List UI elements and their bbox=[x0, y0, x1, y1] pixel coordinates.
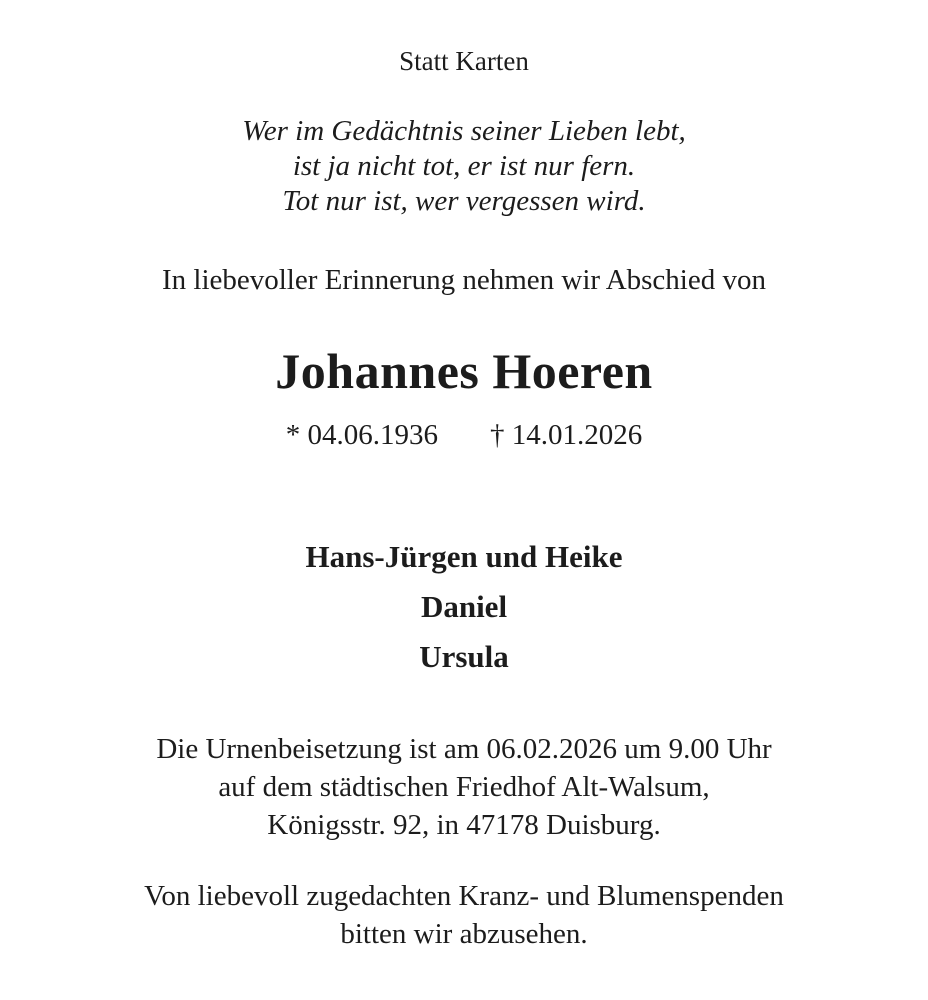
closing-line: bitten wir abzusehen. bbox=[340, 918, 588, 950]
poem-line: ist ja nicht tot, er ist nur fern. bbox=[292, 150, 636, 182]
closing-request bbox=[0, 877, 928, 953]
mourner-name: Hans-Jürgen und Heike bbox=[305, 539, 623, 574]
memorial-poem bbox=[0, 114, 928, 219]
funeral-line: Die Urnenbeisetzung ist am 06.02.2026 um 9.00 Uhr bbox=[156, 733, 772, 765]
funeral-line: auf dem städtischen Friedhof Alt-Walsum, bbox=[218, 771, 710, 803]
mourners-list bbox=[0, 532, 928, 682]
mourner-name: Ursula bbox=[419, 639, 509, 674]
intro-text: In liebevoller Erinnerung nehmen wir Abschied von bbox=[161, 264, 766, 296]
funeral-line: Königsstr. 92, in 47178 Duisburg. bbox=[267, 809, 661, 841]
poem-line: Wer im Gedächtnis seiner Lieben lebt, bbox=[242, 115, 686, 147]
statt-karten-header: Statt Karten bbox=[399, 46, 529, 76]
poem-line: Tot nur ist, wer vergessen wird. bbox=[282, 185, 646, 217]
death-date: † 14.01.2026 bbox=[490, 419, 643, 451]
funeral-details bbox=[0, 730, 928, 844]
life-dates bbox=[0, 419, 928, 452]
closing-line: Von liebevoll zugedachten Kranz- und Blumenspenden bbox=[144, 880, 784, 912]
mourner-name: Daniel bbox=[420, 589, 508, 624]
birth-date: * 04.06.1936 bbox=[285, 419, 438, 451]
deceased-name: Johannes Hoeren bbox=[275, 343, 653, 399]
